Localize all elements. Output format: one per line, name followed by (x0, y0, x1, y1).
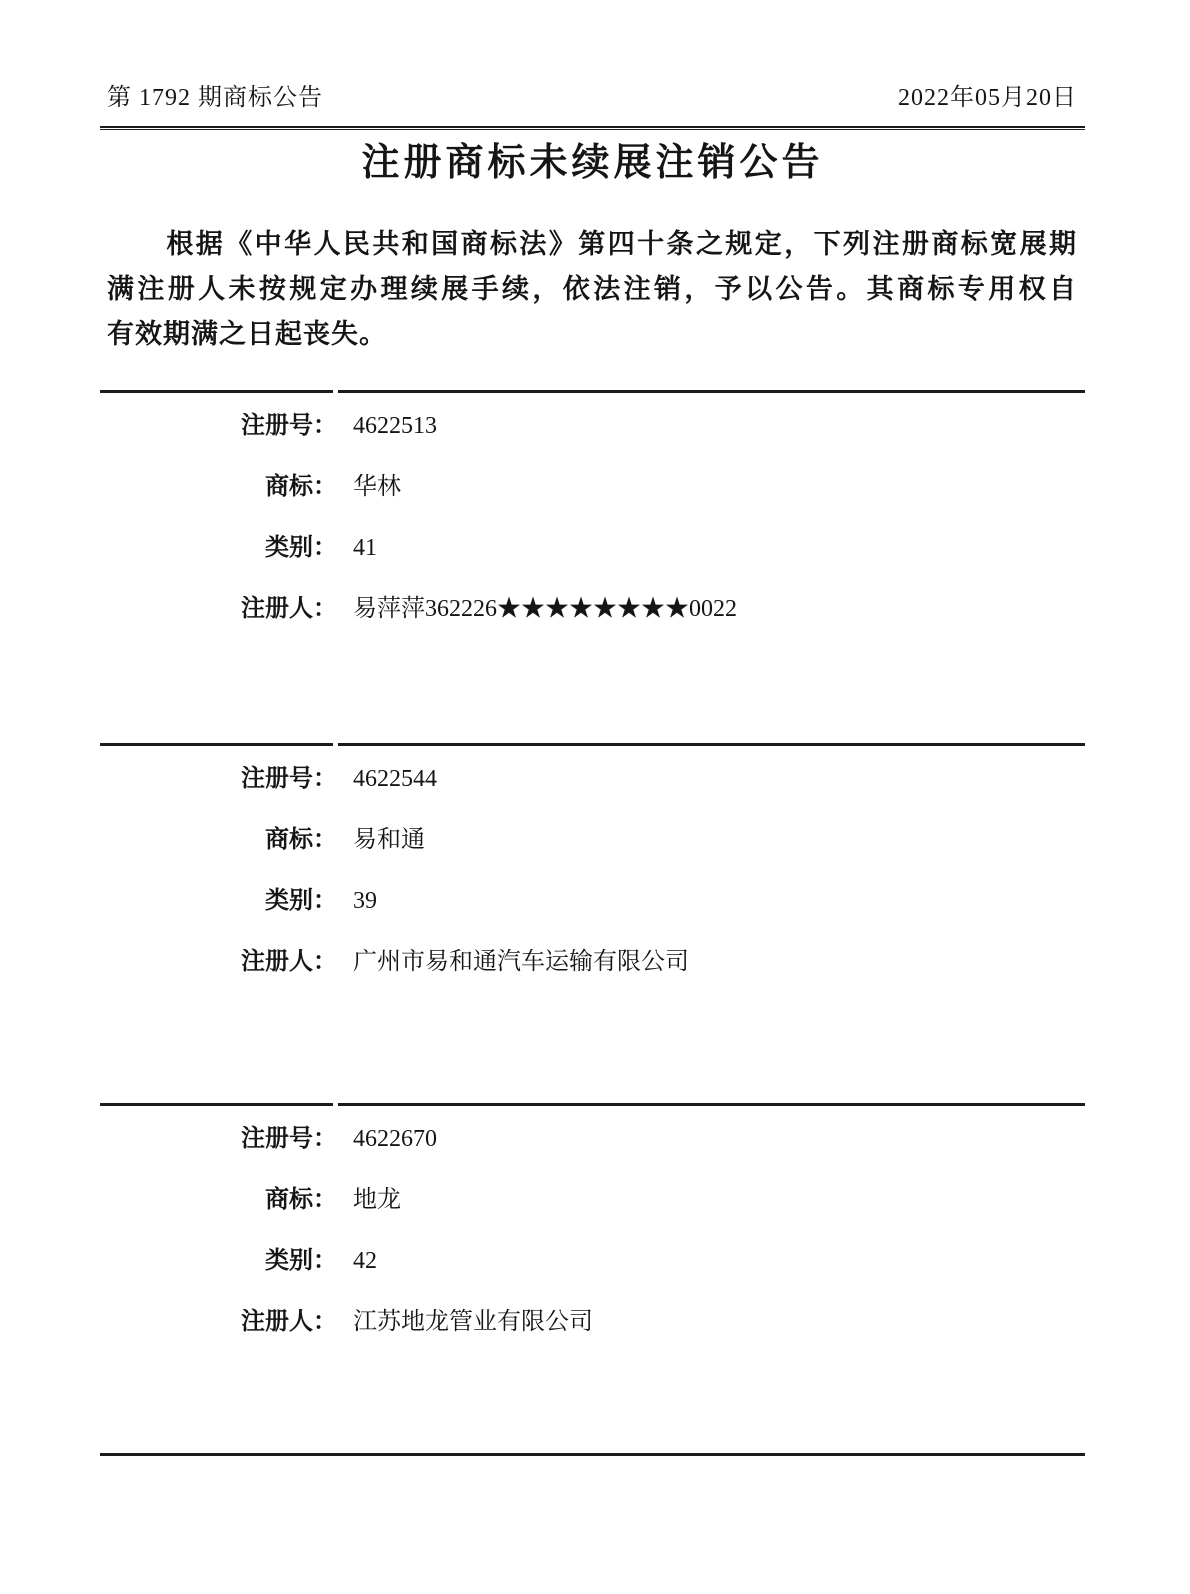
record-row-registrant (100, 595, 1085, 623)
registration-number-label: 注册号： (241, 413, 337, 439)
category-value: 39 (353, 888, 377, 914)
page-header (100, 0, 1085, 112)
registration-number-value: 4622670 (353, 1126, 437, 1152)
registrant-value: 易萍萍362226★★★★★★★★0022 (353, 596, 737, 622)
date-label: 2022年05月20日 (898, 85, 1077, 111)
record-row-trademark (100, 473, 1085, 501)
trademark-value: 地龙 (353, 1187, 401, 1213)
record-row-registration-number (100, 765, 1085, 793)
issue-label: 第 1792 期商标公告 (107, 85, 323, 111)
page-content (100, 0, 1085, 1456)
header-rule (100, 126, 1085, 130)
trademark-value: 华林 (353, 474, 401, 500)
registration-number-label: 注册号： (241, 1126, 337, 1152)
trademark-label: 商标： (265, 1187, 337, 1213)
category-label: 类别： (265, 535, 337, 561)
intro-line-3: 有效期满之日起丧失。 (107, 319, 387, 349)
record-block-3 (100, 1103, 1085, 1453)
record-row-category (100, 1247, 1085, 1275)
intro-paragraph (100, 222, 1085, 357)
page-title: 注册商标未续展注销公告 (361, 142, 824, 184)
trademark-value: 易和通 (353, 827, 425, 853)
intro-line-2: 满注册人未按规定办理续展手续，依法注销，予以公告。其商标专用权自 (107, 274, 1077, 304)
registration-number-label: 注册号： (241, 766, 337, 792)
record-row-category (100, 887, 1085, 915)
category-value: 42 (353, 1248, 377, 1274)
record-row-registration-number (100, 1125, 1085, 1153)
record-block-2 (100, 743, 1085, 1103)
registrant-label: 注册人： (241, 1309, 337, 1335)
intro-line-1: 根据《中华人民共和国商标法》第四十条之规定，下列注册商标宽展期 (166, 229, 1077, 259)
registrant-value: 广州市易和通汽车运输有限公司 (353, 949, 689, 975)
closing-rule (100, 1453, 1085, 1456)
trademark-label: 商标： (265, 474, 337, 500)
registration-number-value: 4622513 (353, 413, 437, 439)
record-row-category (100, 534, 1085, 562)
record-row-registrant (100, 1308, 1085, 1336)
category-label: 类别： (265, 1248, 337, 1274)
registrant-value: 江苏地龙管业有限公司 (353, 1309, 593, 1335)
record-block-1 (100, 390, 1085, 743)
record-row-registration-number (100, 412, 1085, 440)
record-row-trademark (100, 826, 1085, 854)
trademark-label: 商标： (265, 827, 337, 853)
category-label: 类别： (265, 888, 337, 914)
category-value: 41 (353, 535, 377, 561)
record-list (100, 390, 1085, 1456)
registration-number-value: 4622544 (353, 766, 437, 792)
registrant-label: 注册人： (241, 596, 337, 622)
record-row-trademark (100, 1186, 1085, 1214)
record-row-registrant (100, 948, 1085, 976)
registrant-label: 注册人： (241, 949, 337, 975)
